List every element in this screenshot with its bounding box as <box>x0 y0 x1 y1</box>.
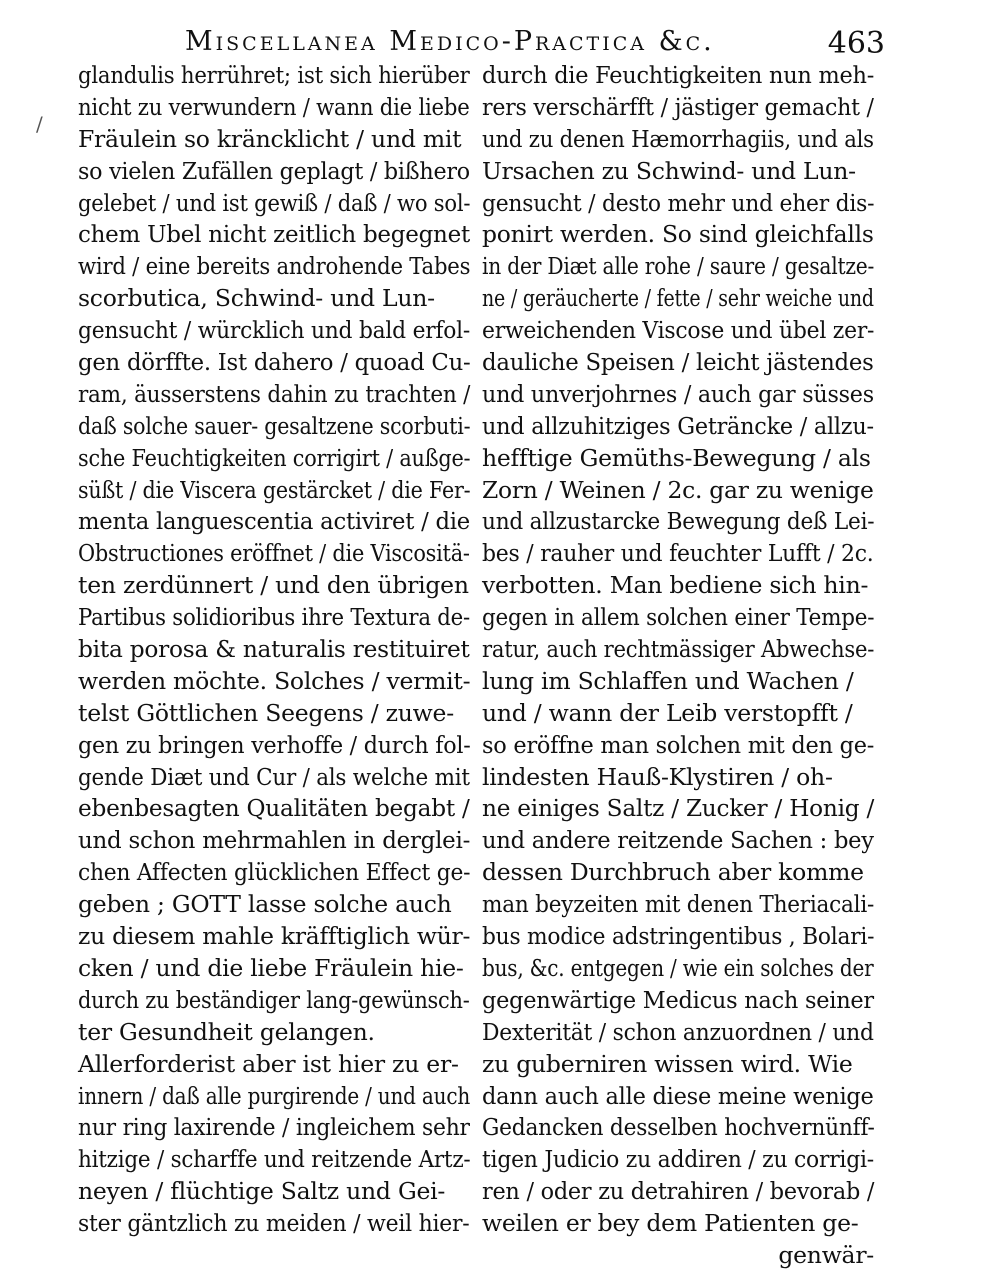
text-line: gelebet / und ist gewiß / daß / wo sol- <box>78 188 471 217</box>
text-line: und schon mehrmahlen in derglei- <box>78 826 471 855</box>
text-line: zu diesem mahle kräfftiglich wür- <box>78 922 471 951</box>
text-line: dauliche Speisen / leicht jästendes <box>482 348 874 377</box>
text-line: gegen in allem solchen einer Tempe- <box>482 603 875 632</box>
text-line: telst Göttlichen Seegens / zuwe- <box>78 698 454 727</box>
text-line: lindesten Hauß-Klystiren / oh- <box>482 762 833 791</box>
text-line: innern / daß alle purgirende / und auch <box>78 1081 470 1110</box>
text-line: zu guberniren wissen wird. Wie <box>482 1049 853 1078</box>
text-line: ebenbesagten Qualitäten begabt / <box>78 794 470 823</box>
text-line: gende Diæt und Cur / als welche mit <box>78 762 470 791</box>
text-line: verbotten. Man bediene sich hin- <box>482 571 869 600</box>
text-line: daß solche sauer- gesaltzene scorbuti- <box>78 411 471 440</box>
text-line: durch die Feuchtigkeiten nun meh- <box>482 61 875 89</box>
text-line: rers verschärfft / jästiger gemacht / <box>482 92 874 121</box>
text-line: ten zerdünnert / und den übrigen <box>78 571 469 600</box>
text-line: dann auch alle diese meine wenige <box>482 1081 874 1110</box>
text-line: ster gäntzlich zu meiden / weil hier- <box>78 1209 470 1238</box>
text-line: man beyzeiten mit denen Theriacali- <box>482 890 875 919</box>
right-text-column <box>482 60 874 1272</box>
text-line: werden möchte. Solches / vermit- <box>78 666 471 695</box>
text-line: Allerforderist aber ist hier zu er- <box>78 1049 459 1078</box>
text-line: ter Gesundheit gelangen. <box>78 1017 375 1046</box>
text-line: neyen / flüchtige Saltz und Gei- <box>78 1177 446 1206</box>
text-line: wird / eine bereits androhende Tabes <box>78 252 471 281</box>
text-line: scorbutica, Schwind- und Lun- <box>78 284 435 313</box>
text-line: hefftige Gemüths-Bewegung / als <box>482 443 871 472</box>
text-line: ren / oder zu detrahiren / bevorab / <box>482 1177 875 1206</box>
text-line: Ursachen zu Schwind- und Lun- <box>482 156 856 185</box>
text-line: dessen Durchbruch aber komme <box>482 858 864 887</box>
text-line: nur ring laxirende / ingleichem sehr <box>78 1113 470 1142</box>
text-line: und zu denen Hæmorrhagiis, und als <box>482 124 874 153</box>
text-line: ne einiges Saltz / Zucker / Honig / <box>482 794 875 823</box>
text-line: cken / und die liebe Fräulein hie- <box>78 953 464 982</box>
text-line: bita porosa & naturalis restituiret <box>78 635 470 664</box>
page-number: 463 <box>827 26 885 61</box>
text-line: durch zu beständiger lang-gewünsch- <box>78 985 470 1014</box>
text-line: lung im Schlaffen und Wachen / <box>482 666 854 695</box>
text-line: ram, äusserstens dahin zu trachten / <box>78 379 471 408</box>
running-title: Miscellanea Medico-Practica &c. <box>185 26 715 57</box>
text-line: tigen Judicio zu addiren / zu corrigi- <box>482 1145 874 1174</box>
text-line: und / wann der Leib verstopfft / <box>482 698 853 727</box>
catchword: genwär- <box>778 1240 874 1269</box>
text-line: so vielen Zufällen geplagt / bißhero <box>78 156 470 185</box>
text-line: bes / rauher und feuchter Lufft / 2c. <box>482 539 874 568</box>
margin-mark: / <box>36 112 43 136</box>
text-line: geben ; GOTT lasse solche auch <box>78 890 452 919</box>
text-line: ratur, auch rechtmässiger Abwechse- <box>482 635 875 664</box>
text-line: nicht zu verwundern / wann die liebe <box>78 92 470 121</box>
text-line: gensucht / würcklich und bald erfol- <box>78 316 471 345</box>
text-line: ne / geräucherte / fette / sehr weiche und <box>482 284 874 313</box>
text-line: gensucht / desto mehr und eher dis- <box>482 188 875 217</box>
text-line: glandulis herrühret; ist sich hierüber <box>78 61 470 89</box>
left-text-column <box>78 60 470 1240</box>
text-line: und unverjohrnes / auch gar süsses <box>482 379 874 408</box>
text-line: sche Feuchtigkeiten corrigirt / außge- <box>78 443 471 472</box>
text-line: bus modice adstringentibus , Bolari- <box>482 922 875 951</box>
text-line: und allzustarcke Bewegung deß Lei- <box>482 507 875 536</box>
text-line: ponirt werden. So sind gleichfalls <box>482 220 874 249</box>
text-line: Obstructiones eröffnet / die Viscositä- <box>78 539 470 568</box>
text-line: gen dörffte. Ist dahero / quoad Cu- <box>78 348 471 377</box>
text-line: in der Diæt alle rohe / saure / gesaltze- <box>482 252 875 281</box>
text-line: menta languescentia activiret / die <box>78 507 470 536</box>
text-line: weilen er bey dem Patienten ge- <box>482 1209 859 1238</box>
text-line: bus, &c. entgegen / wie ein solches der <box>482 953 874 982</box>
text-line: erweichenden Viscose und übel zer- <box>482 316 875 345</box>
text-line: Fräulein so kräncklicht / und mit <box>78 124 462 153</box>
text-line: Partibus solidioribus ihre Textura de- <box>78 603 470 632</box>
text-line: süßt / die Viscera gestärcket / die Fer- <box>78 475 471 504</box>
text-line: Gedancken desselben hochvernünff- <box>482 1113 875 1142</box>
text-line: hitzige / scharffe und reitzende Artz- <box>78 1145 471 1174</box>
text-line: gegenwärtige Medicus nach seiner <box>482 985 874 1014</box>
text-line: Dexterität / schon anzuordnen / und <box>482 1017 874 1046</box>
text-line: chen Affecten glücklichen Effect ge- <box>78 858 471 887</box>
text-line: chem Ubel nicht zeitlich begegnet <box>78 220 470 249</box>
text-line: gen zu bringen verhoffe / durch fol- <box>78 730 471 759</box>
text-line: und andere reitzende Sachen : bey <box>482 826 874 855</box>
text-line: Zorn / Weinen / 2c. gar zu wenige <box>482 475 874 504</box>
text-line: und allzuhitziges Geträncke / allzu- <box>482 411 874 440</box>
text-line: so eröffne man solchen mit den ge- <box>482 730 875 759</box>
